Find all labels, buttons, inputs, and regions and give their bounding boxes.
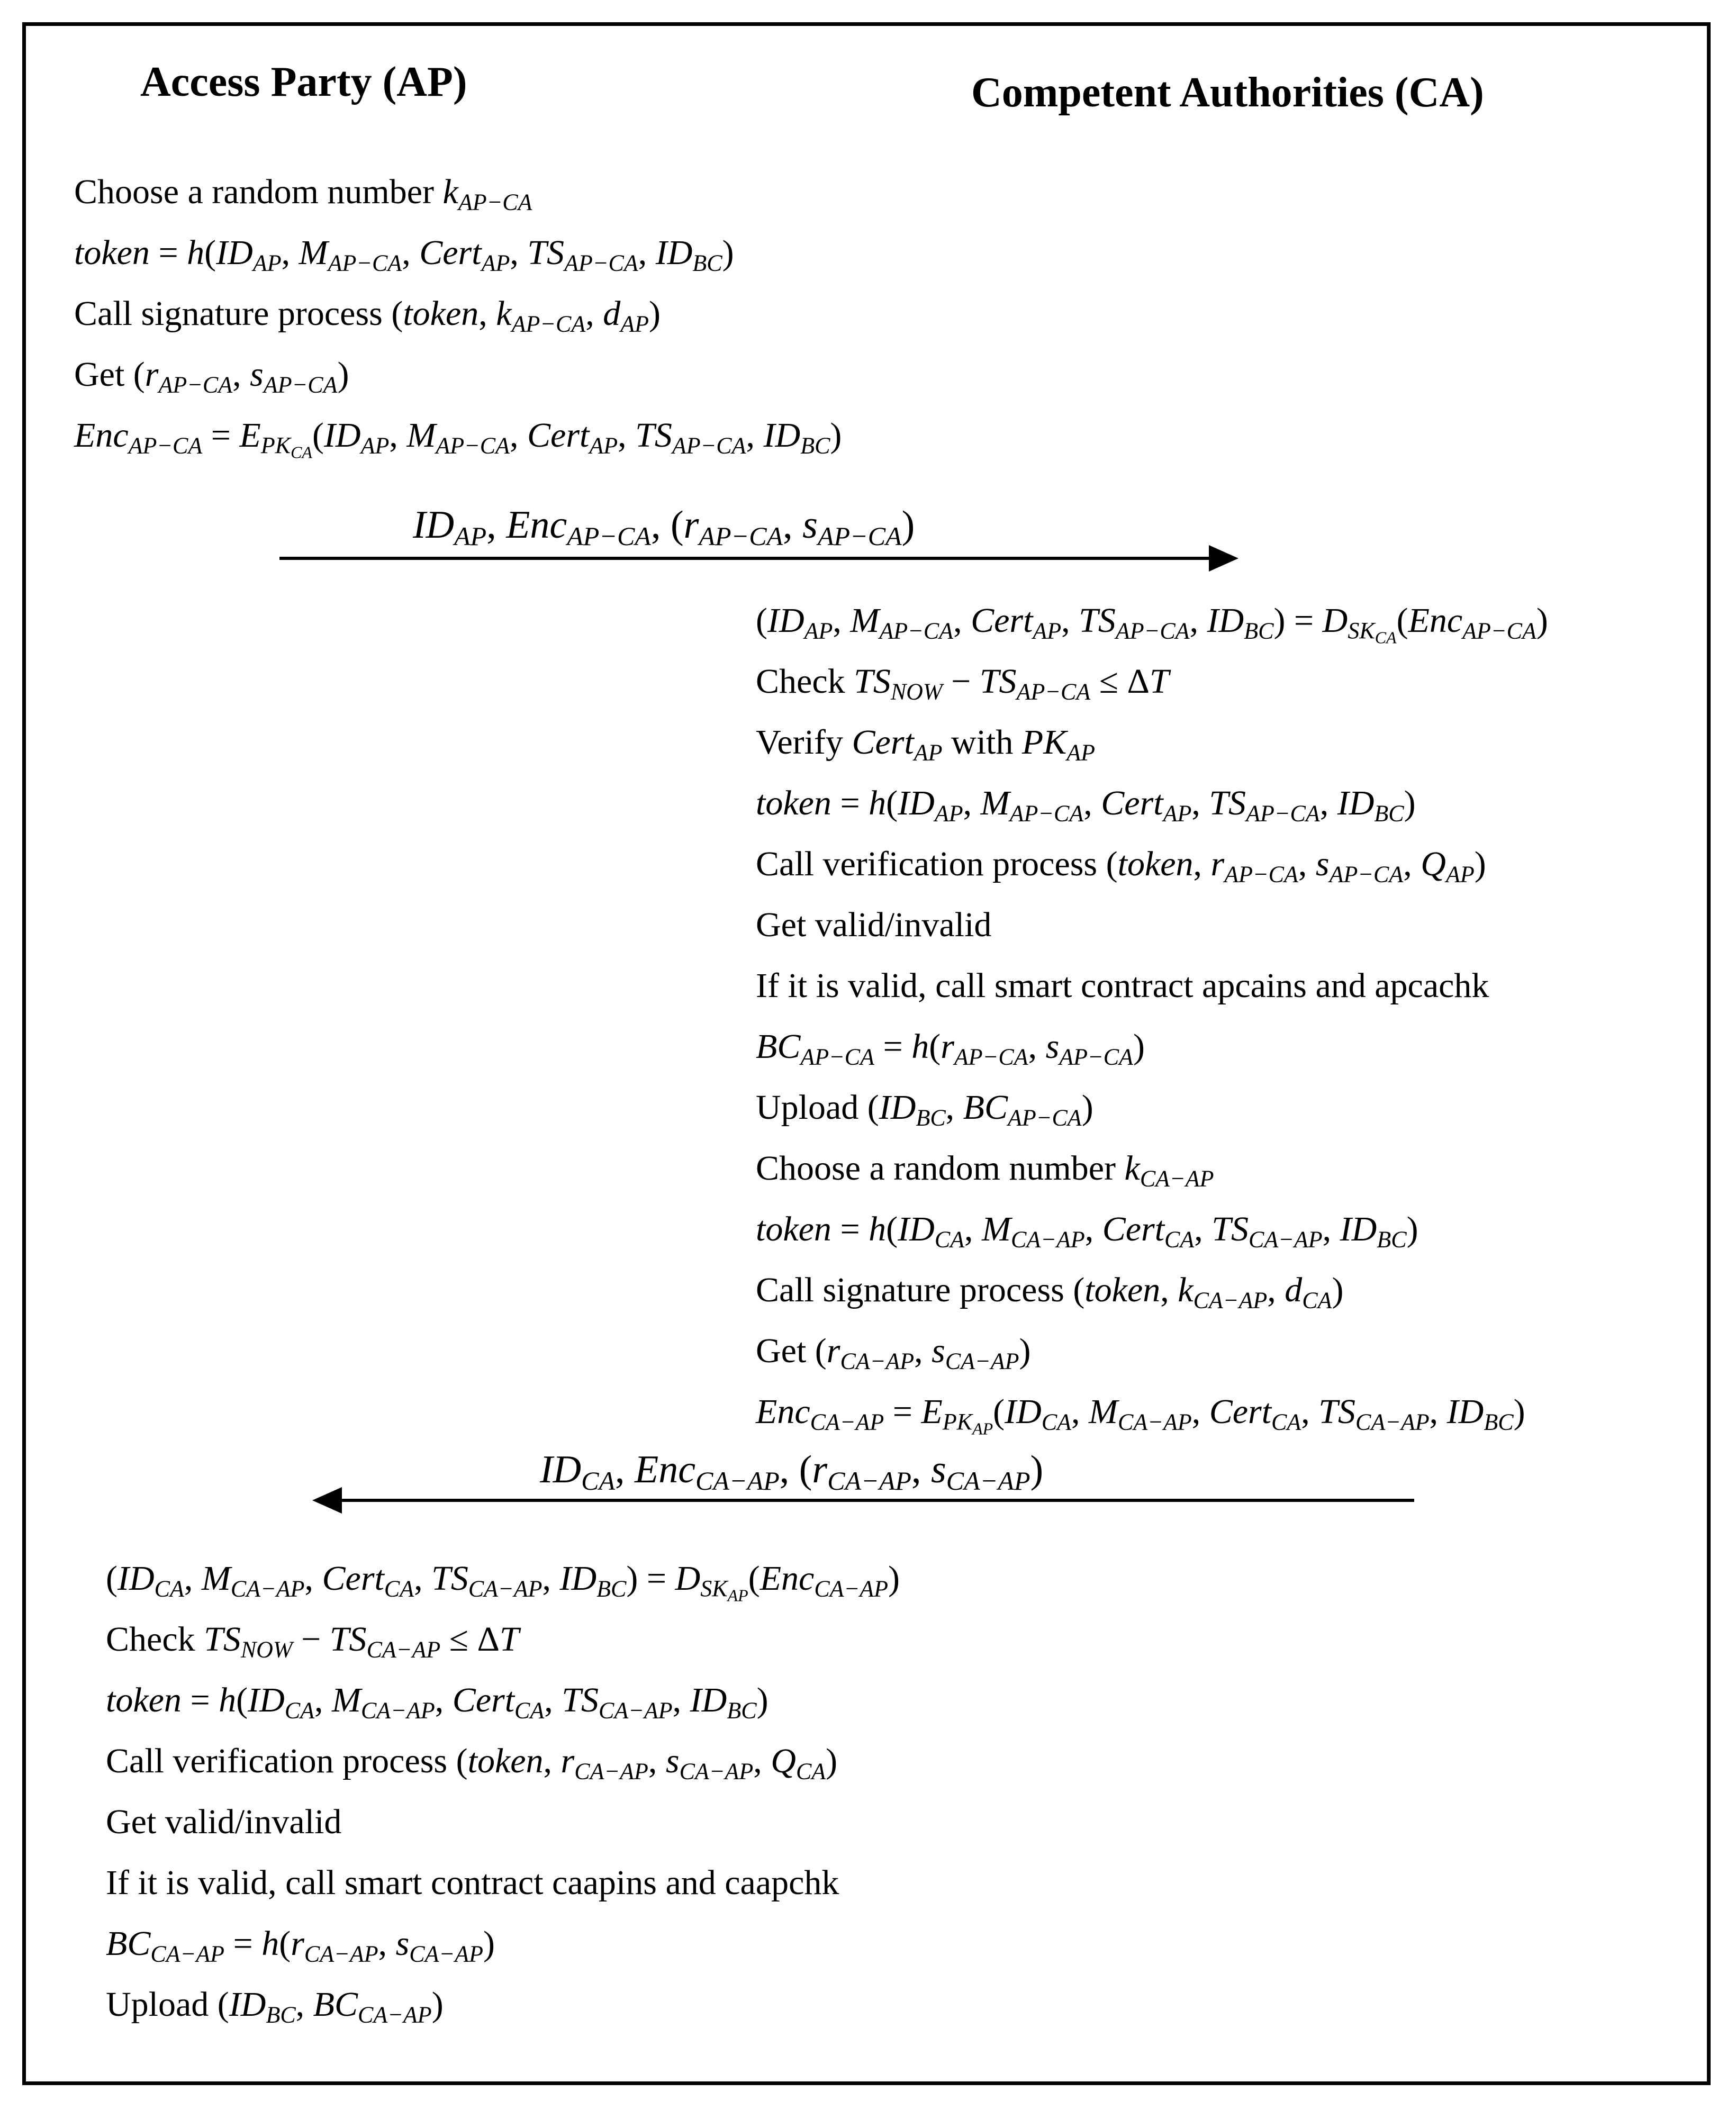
ca-step-random-number: Choose a random number $k_{CA-AP}$ [756, 1149, 1214, 1192]
ca-step-get-signature: Get ($r_{CA-AP}$, $s_{CA-AP}$) [756, 1332, 1031, 1374]
ap-final-decrypt: ($ID_{CA}$, $M_{CA-AP}$, Cert$_{CA}$, $TS_{CA-AP}$, $ID_{BC}) = D_{SK_{AP}}(Enc_{CA-AP})$ [106, 1559, 900, 1605]
ap-step-token: token = $h(ID_{AP}$, $M_{AP-CA}$, Cert$_{AP}$, $TS_{AP-CA}$, $ID_{BC}$) [74, 233, 734, 276]
ca-step-call-verification: Call verification process (token, $r_{AP-CA}$, $s_{AP-CA}$, $Q_{AP}$) [756, 845, 1486, 888]
ca-step-call-signature: Call signature process (token, $k_{CA-AP}$, $d_{CA}$) [756, 1271, 1344, 1314]
ap-final-bc-hash: $BC_{CA-AP} = h(r_{CA-AP}$, $s_{CA-AP}$) [106, 1924, 495, 1967]
ap-final-get-valid: Get valid/invalid [106, 1803, 342, 1841]
message-ap-to-ca: $ID_{AP}$, Enc$_{AP-CA}$, ($r_{AP-CA}$, $s_{AP-CA}$) [413, 503, 915, 551]
competent-authorities-heading: Competent Authorities (CA) [971, 69, 1484, 116]
ca-step-upload: Upload ($ID_{BC}$, $BC_{AP-CA}$) [756, 1088, 1093, 1131]
ap-final-call-verification: Call verification process (token, $r_{CA-AP}$, $s_{CA-AP}$, $Q_{CA}$) [106, 1742, 838, 1785]
ap-final-check-timestamp: Check $TS_{NOW} - TS_{CA-AP} \le \Delta T$ [106, 1620, 519, 1663]
ca-step-decrypt: ($ID_{AP}$, $M_{AP-CA}$, Cert$_{AP}$, $TS_{AP-CA}$, $ID_{BC}) = D_{SK_{CA}}(Enc_{AP-CA})$ [756, 601, 1548, 647]
ap-step-get-signature: Get ($r_{AP-CA}$, $s_{AP-CA}$) [74, 355, 349, 398]
ca-step-bc-hash: $BC_{AP-CA} = h(r_{AP-CA}$, $s_{AP-CA}$) [756, 1027, 1145, 1070]
ap-final-token: token = $h(ID_{CA}$, $M_{CA-AP}$, Cert$_{CA}$, $TS_{CA-AP}$, $ID_{BC}$) [106, 1681, 768, 1724]
ca-step-smart-contract: If it is valid, call smart contract apcains and apcachk [756, 966, 1489, 1005]
arrow-ap-to-ca [279, 545, 1238, 572]
ap-step-random-number: Choose a random number $k_{AP-CA}$ [74, 173, 532, 215]
ap-final-upload: Upload ($ID_{BC}$, $BC_{CA-AP}$) [106, 1985, 444, 2028]
access-party-heading: Access Party (AP) [140, 59, 467, 105]
message-ca-to-ap: $ID_{CA}$, Enc$_{CA-AP}$, ($r_{CA-AP}$, $s_{CA-AP}$) [540, 1448, 1044, 1496]
ca-step-token: token = $h(ID_{AP}$, $M_{AP-CA}$, Cert$_{AP}$, $TS_{AP-CA}$, $ID_{BC}$) [756, 784, 1416, 827]
ca-step-verify-cert: Verify Cert$_{AP}$ with $PK_{AP}$ [756, 723, 1095, 766]
ca-step-encrypt: $Enc_{CA-AP} = E_{PK_{AP}}(ID_{CA}$, $M_{CA-AP}$, Cert$_{CA}$, $TS_{CA-AP}$, $ID_{BC}$) [756, 1392, 1525, 1438]
arrow-ca-to-ap [312, 1487, 1414, 1514]
ca-step-check-timestamp: Check $TS_{NOW} - TS_{AP-CA} \le \Delta T$ [756, 662, 1169, 705]
ca-step-token-response: token = $h(ID_{CA}$, $M_{CA-AP}$, Cert$_{CA}$, $TS_{CA-AP}$, $ID_{BC}$) [756, 1210, 1418, 1253]
ap-step-encrypt: $Enc_{AP-CA} = E_{PK_{CA}}(ID_{AP}$, $M_{AP-CA}$, Cert$_{AP}$, $TS_{AP-CA}$, $ID_{BC}$) [74, 416, 842, 462]
ca-step-get-valid: Get valid/invalid [756, 905, 992, 944]
ap-step-call-signature: Call signature process (token, $k_{AP-CA}$, $d_{AP}$) [74, 294, 661, 337]
ap-final-smart-contract: If it is valid, call smart contract caapins and caapchk [106, 1863, 839, 1902]
